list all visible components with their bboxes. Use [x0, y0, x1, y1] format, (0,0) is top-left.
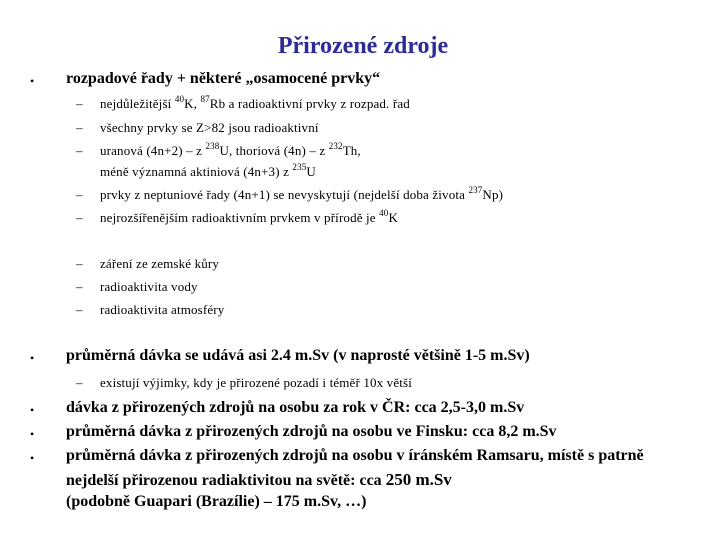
bullet-average-dose: průměrná dávka se udává asi 2.4 m.Sv (v naprosté většině 1-5 m.Sv): [66, 347, 530, 364]
dash-marker: –: [76, 120, 83, 135]
slide-title: Přirozené zdroje: [277, 33, 449, 59]
dash-marker: –: [76, 143, 83, 158]
text: K: [388, 210, 398, 225]
sub-item-z82: všechny prvky se Z>82 jsou radioaktivní: [100, 120, 319, 135]
sub-item-water: radioaktivita vody: [100, 279, 198, 294]
text: nejdůležitější: [100, 96, 175, 111]
bullet-marker: •: [30, 403, 35, 417]
sub-item-important-elements: [100, 96, 410, 112]
bullet-dose-ramsar: průměrná dávka z přirozených zdrojů na osobu v íránském Ramsaru, místě s patrně: [66, 447, 644, 464]
bullet-marker: •: [30, 451, 35, 465]
bullet-dose-finland: průměrná dávka z přirozených zdrojů na osobu ve Finsku: cca 8,2 m.Sv: [66, 423, 557, 440]
dash-marker: –: [76, 279, 83, 294]
text: nejrozšířenějším radioaktivním prvkem v přírodě je: [100, 210, 380, 225]
superscript: 40: [174, 94, 185, 104]
sub-item-atmosphere: radioaktivita atmosféry: [100, 302, 225, 317]
superscript: 238: [205, 141, 220, 151]
text: Th,: [342, 143, 361, 158]
text: U, thoriová (4n) – z: [219, 143, 329, 158]
superscript: 237: [468, 185, 483, 195]
sub-item-exceptions: existují výjimky, kdy je přirozené pozadí i téměř 10x větší: [100, 375, 412, 390]
dash-marker: –: [76, 256, 83, 271]
sub-item-earth-crust: záření ze zemské kůry: [100, 256, 220, 271]
dash-marker: –: [76, 210, 83, 225]
bullet-dose-czech: dávka z přirozených zdrojů na osobu za rok v ČR: cca 2,5-3,0 m.Sv: [66, 399, 525, 416]
superscript: 40: [379, 208, 389, 218]
bullet-dose-ramsar-line2: [66, 470, 452, 490]
sub-item-neptunium-series: [100, 187, 503, 203]
sub-item-potassium: [100, 210, 398, 226]
bullet-marker: •: [30, 427, 35, 441]
text: U: [306, 164, 316, 179]
bullet-marker: •: [30, 351, 35, 365]
sub-item-uranium-series: [100, 143, 361, 159]
text: prvky z neptuniové řady (4n+1) se nevyskytují (nejdelší doba života: [100, 187, 469, 202]
dash-marker: –: [76, 302, 83, 317]
text: méně významná aktiniová (4n+3) z: [100, 164, 293, 179]
text: Rb a radioaktivní prvky z rozpad. řad: [209, 96, 410, 111]
bullet-marker: •: [30, 74, 35, 88]
sub-item-actinium-series: [100, 164, 316, 180]
superscript: 87: [200, 94, 210, 104]
bullet-decay-series: rozpadové řady + některé „osamocené prvky“: [66, 70, 381, 87]
text: uranová (4n+2) – z: [100, 143, 206, 158]
superscript: 232: [328, 141, 343, 151]
text: K,: [184, 96, 201, 111]
dash-marker: –: [76, 187, 83, 202]
superscript: 235: [292, 162, 307, 172]
text: nejdelší přirozenou radiaktivitou na světě: cca: [66, 472, 386, 489]
text: Np): [482, 187, 504, 202]
dose-value: 250 m.Sv: [385, 470, 452, 489]
bullet-dose-guapari: (podobně Guapari (Brazílie) – 175 m.Sv, …): [66, 493, 367, 510]
dash-marker: –: [76, 375, 83, 390]
dash-marker: –: [76, 96, 83, 111]
